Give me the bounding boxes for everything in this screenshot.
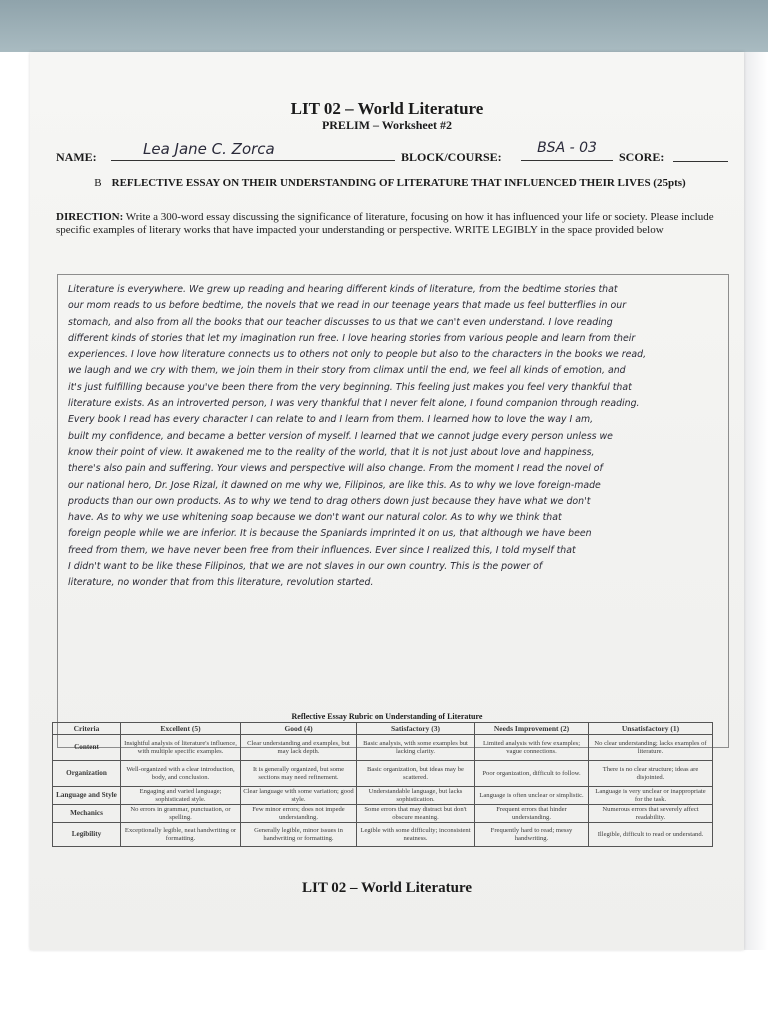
rubric-cell: Exceptionally legible, neat handwriting or formatting.	[121, 823, 241, 847]
essay-answer-box[interactable]	[57, 274, 729, 748]
essay-line: our national hero, Dr. Jose Rizal, it dawned on me why we, Filipinos, are like this. As to why we love foreign-made	[68, 479, 601, 491]
rubric-criteria-cell: Organization	[53, 761, 121, 787]
background-top	[0, 0, 768, 52]
rubric-cell: Basic analysis, with some examples but lacking clarity.	[357, 735, 475, 761]
essay-line: it's just fulfilling because you've been there from the very beginning. This feeling just makes you feel very thankful that	[68, 381, 632, 393]
name-field[interactable]: Lea Jane C. Zorca	[111, 140, 395, 161]
section-title: REFLECTIVE ESSAY ON THEIR UNDERSTANDING OF LITERATURE THAT INFLUENCED THEIR LIVES (25pts)	[111, 177, 686, 189]
rubric-header-cell: Satisfactory (3)	[357, 723, 475, 735]
essay-line: literature, no wonder that from this literature, revolution started.	[68, 577, 374, 589]
essay-line: built my confidence, and became a better version of myself. I learned that we cannot judge every person unless we	[68, 430, 613, 442]
rubric-cell: Insightful analysis of literature's influence, with multiple specific examples.	[121, 735, 241, 761]
rubric-header-cell: Excellent (5)	[121, 723, 241, 735]
rubric-cell: Numerous errors that severely affect readability.	[589, 805, 713, 823]
rubric-table	[52, 722, 713, 847]
background-right	[742, 52, 768, 1024]
essay-line: freed from them, we have never been free from their influences. Ever since I realized this, I told myself that	[68, 544, 576, 556]
rubric-header-cell: Needs Improvement (2)	[475, 723, 589, 735]
essay-line: know their point of view. It awakened me to the reality of the world, that it is not just about love and happiness,	[68, 446, 595, 458]
rubric-row	[53, 761, 713, 787]
rubric-header-row	[53, 723, 713, 735]
direction-text: Write a 300-word essay discussing the significance of literature, focusing on how it has influenced your life or society. Please include specific examples of literary works that have impacted your understanding or perspective. WRITE LEGIBLY in the space provided below	[56, 211, 714, 236]
essay-line: stomach, and also from all the books that our teacher discusses to us that we can't even understand. I love reading	[68, 316, 613, 328]
direction-paragraph	[56, 211, 736, 236]
rubric-cell: Engaging and varied language; sophisticated style.	[121, 787, 241, 805]
rubric-cell: Illegible, difficult to read or understand.	[589, 823, 713, 847]
section-letter: B	[94, 177, 102, 189]
score-label: SCORE:	[619, 150, 665, 164]
essay-line: products than our own products. As to why we tend to drag others down just because they have what we don't	[68, 495, 591, 507]
essay-line: our mom reads to us before bedtime, the novels that we read in our teenage years that made us feel butterflies in our	[68, 300, 627, 312]
direction-label: DIRECTION:	[56, 211, 124, 223]
essay-line: Literature is everywhere. We grew up reading and hearing different kinds of literature, from the bedtime stories that	[68, 284, 618, 295]
rubric-criteria-cell: Content	[53, 735, 121, 761]
rubric-criteria-cell: Mechanics	[53, 805, 121, 823]
rubric-header-cell: Criteria	[53, 723, 121, 735]
rubric-criteria-cell: Language and Style	[53, 787, 121, 805]
rubric-cell: Frequent errors that hinder understanding.	[475, 805, 589, 823]
essay-line: there's also pain and suffering. Your views and perspective will also change. From the moment I read the novel of	[68, 463, 603, 475]
rubric-cell: Clear language with some variation; good style.	[241, 787, 357, 805]
rubric-cell: No clear understanding; lacks examples of literature.	[589, 735, 713, 761]
page-title: LIT 02 – World Literature	[290, 99, 484, 118]
rubric-cell: Generally legible, minor issues in handwriting or formatting.	[241, 823, 357, 847]
essay-line: we laugh and we cry with them, we join them in their story from climax until the end, we feel all kinds of emotion, and	[68, 365, 626, 377]
section-heading	[70, 176, 710, 190]
rubric-header-cell: Good (4)	[241, 723, 357, 735]
rubric-title: Reflective Essay Rubric on Understanding of Literature	[291, 712, 483, 721]
rubric-cell: Understandable language, but lacks sophistication.	[357, 787, 475, 805]
page-footer-title: LIT 02 – World Literature	[301, 880, 472, 896]
rubric-cell: Some errors that may distract but don't obscure meaning.	[357, 805, 475, 823]
rubric-cell: Frequently hard to read; messy handwriting.	[475, 823, 589, 847]
rubric-cell: Legible with some difficulty; inconsistent neatness.	[357, 823, 475, 847]
rubric-cell: Language is very unclear or inappropriate for the task.	[589, 787, 713, 805]
essay-line: Every book I read has every character I can relate to and I learn from them. I learned how to love the way I am,	[68, 414, 594, 426]
essay-text	[68, 282, 718, 592]
essay-line: have. As to why we use whitening soap because we don't want our natural color. As to why we think that	[68, 512, 562, 524]
rubric-cell: Language is often unclear or simplistic.	[475, 787, 589, 805]
essay-line: foreign people while we are inferior. It is because the Spaniards imprinted it on us, that although we have been	[68, 528, 592, 540]
block-label: BLOCK/COURSE:	[401, 150, 502, 164]
rubric-row	[53, 823, 713, 847]
score-field[interactable]	[673, 140, 728, 162]
rubric-cell: Basic organization, but ideas may be scattered.	[357, 761, 475, 787]
rubric-cell: Few minor errors; does not impede understanding.	[241, 805, 357, 823]
rubric-header-cell: Unsatisfactory (1)	[589, 723, 713, 735]
rubric-cell: No errors in grammar, punctuation, or spelling.	[121, 805, 241, 823]
background-bottom	[0, 950, 768, 1024]
student-info-row	[56, 140, 736, 166]
essay-line: different kinds of stories that let my imagination run free. I love hearing stories from various people and learn from their	[68, 332, 636, 344]
rubric-cell: Limited analysis with few examples; vague connections.	[475, 735, 589, 761]
rubric-cell: Poor organization, difficult to follow.	[475, 761, 589, 787]
page-subtitle: PRELIM – Worksheet #2	[321, 118, 453, 132]
rubric-row	[53, 735, 713, 761]
rubric-row	[53, 805, 713, 823]
name-label: NAME:	[56, 150, 97, 164]
rubric-cell: Well-organized with a clear introduction, body, and conclusion.	[121, 761, 241, 787]
essay-line: experiences. I love how literature connects us to others not only to people but also to the characters in the books we read,	[68, 349, 647, 361]
rubric-cell: It is generally organized, but some sections may need refinement.	[241, 761, 357, 787]
essay-line: I didn't want to be like these Filipinos, that we are not slaves in our own country. This is the power of	[68, 561, 543, 573]
essay-line: literature exists. As an introverted person, I was very thankful that I never felt alone, I found companion through reading.	[68, 398, 640, 410]
worksheet-page	[30, 52, 744, 950]
rubric-cell: Clear understanding and examples, but may lack depth.	[241, 735, 357, 761]
rubric-row	[53, 787, 713, 805]
rubric-criteria-cell: Legibility	[53, 823, 121, 847]
rubric-cell: There is no clear structure; ideas are disjointed.	[589, 761, 713, 787]
block-course-field[interactable]: BSA - 03	[521, 140, 613, 161]
